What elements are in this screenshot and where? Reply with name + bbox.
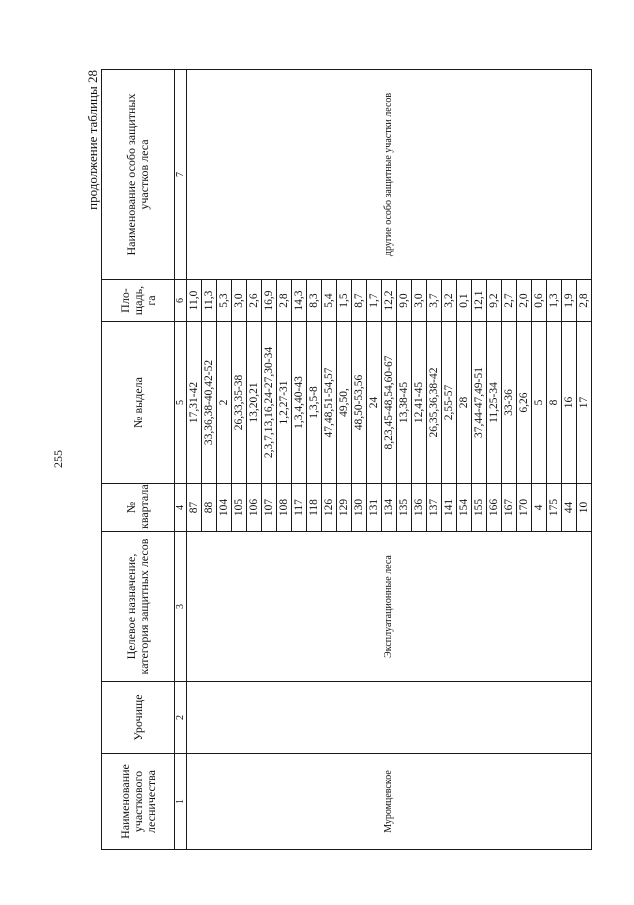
area-cell: 14,3 (292, 280, 307, 322)
vydel-cell: 26,33,35-38 (232, 322, 247, 484)
header-protected-area: Наименование особо защитных участков леса (102, 70, 175, 280)
kvartal-cell: 131 (367, 484, 382, 532)
area-cell: 12,1 (472, 280, 487, 322)
vydel-cell: 12,41-45 (412, 322, 427, 484)
header-row (102, 70, 175, 850)
kvartal-cell: 88 (202, 484, 217, 532)
kvartal-cell: 135 (397, 484, 412, 532)
kvartal-cell: 134 (382, 484, 397, 532)
area-cell: 2,8 (577, 280, 592, 322)
kvartal-cell: 105 (232, 484, 247, 532)
vydel-cell: 49,50, (337, 322, 352, 484)
vydel-cell: 28 (457, 322, 472, 484)
vydel-cell: 6,26 (517, 322, 532, 484)
area-cell: 5,4 (322, 280, 337, 322)
kvartal-cell: 118 (307, 484, 322, 532)
kvartal-cell: 155 (472, 484, 487, 532)
vydel-cell: 2 (217, 322, 232, 484)
vydel-cell: 8,23,45-48,54,60-67 (382, 322, 397, 484)
district-name-cell: Муромцевское (187, 754, 592, 850)
area-cell: 1,7 (367, 280, 382, 322)
vydel-cell: 47,48,51-54,57 (322, 322, 337, 484)
area-cell: 2,6 (247, 280, 262, 322)
vydel-cell: 8 (547, 322, 562, 484)
tract-cell-empty (187, 682, 592, 754)
table-row (187, 70, 202, 850)
vydel-cell: 33-36 (502, 322, 517, 484)
kvartal-cell: 108 (277, 484, 292, 532)
vydel-cell: 33,36,38-40,42-52 (202, 322, 217, 484)
kvartal-cell: 166 (487, 484, 502, 532)
column-number: 6 (175, 280, 187, 322)
kvartal-cell: 130 (352, 484, 367, 532)
vydel-cell: 13,20,21 (247, 322, 262, 484)
header-vydel: № выдела (102, 322, 175, 484)
area-cell: 8,7 (352, 280, 367, 322)
area-cell: 2,0 (517, 280, 532, 322)
vydel-cell: 16 (562, 322, 577, 484)
rotated-table-container (85, 70, 590, 850)
kvartal-cell: 167 (502, 484, 517, 532)
header-kvartal: № квартала (102, 484, 175, 532)
kvartal-cell: 44 (562, 484, 577, 532)
kvartal-cell: 137 (427, 484, 442, 532)
kvartal-cell: 107 (262, 484, 277, 532)
area-cell: 5,3 (217, 280, 232, 322)
protected-area-cell: другие особо защитные участки лесов (187, 70, 592, 280)
kvartal-cell: 141 (442, 484, 457, 532)
vydel-cell: 37,44-47,49-51 (472, 322, 487, 484)
vydel-cell: 24 (367, 322, 382, 484)
vydel-cell: 2,3,7,13,16,24-27,30-34 (262, 322, 277, 484)
area-cell: 1,5 (337, 280, 352, 322)
kvartal-cell: 126 (322, 484, 337, 532)
kvartal-cell: 136 (412, 484, 427, 532)
kvartal-cell: 10 (577, 484, 592, 532)
vydel-cell: 1,3,5-8 (307, 322, 322, 484)
area-cell: 3,0 (232, 280, 247, 322)
area-cell: 11,3 (202, 280, 217, 322)
table-continuation-caption: продолжение таблицы 28 (85, 70, 100, 210)
page-number: 255 (51, 450, 65, 468)
vydel-cell: 2,55-57 (442, 322, 457, 484)
vydel-cell: 26,35,36,38-42 (427, 322, 442, 484)
area-cell: 1,3 (547, 280, 562, 322)
area-cell: 3,7 (427, 280, 442, 322)
column-number: 7 (175, 70, 187, 280)
column-number: 3 (175, 532, 187, 682)
column-number: 2 (175, 682, 187, 754)
kvartal-cell: 87 (187, 484, 202, 532)
vydel-cell: 1,3,4,40-43 (292, 322, 307, 484)
area-cell: 3,0 (412, 280, 427, 322)
vydel-cell: 5 (532, 322, 547, 484)
area-cell: 2,8 (277, 280, 292, 322)
area-cell: 11,0 (187, 280, 202, 322)
vydel-cell: 11,25-34 (487, 322, 502, 484)
column-number: 5 (175, 322, 187, 484)
vydel-cell: 17 (577, 322, 592, 484)
kvartal-cell: 117 (292, 484, 307, 532)
area-cell: 12,2 (382, 280, 397, 322)
area-cell: 9,0 (397, 280, 412, 322)
vydel-cell: 48,50-53,56 (352, 322, 367, 484)
area-cell: 2,7 (502, 280, 517, 322)
forest-protection-table (101, 69, 592, 850)
area-cell: 16,9 (262, 280, 277, 322)
kvartal-cell: 170 (517, 484, 532, 532)
column-number: 1 (175, 754, 187, 850)
header-district: Наименование участкового лесничества (102, 754, 175, 850)
kvartal-cell: 104 (217, 484, 232, 532)
column-number: 4 (175, 484, 187, 532)
area-cell: 8,3 (307, 280, 322, 322)
kvartal-cell: 175 (547, 484, 562, 532)
kvartal-cell: 106 (247, 484, 262, 532)
kvartal-cell: 129 (337, 484, 352, 532)
header-purpose-category: Целевое назначение, категория защитных лесов (102, 532, 175, 682)
vydel-cell: 13,38-45 (397, 322, 412, 484)
vydel-cell: 1,2,27-31 (277, 322, 292, 484)
header-area: Пло-щадь, га (102, 280, 175, 322)
kvartal-cell: 154 (457, 484, 472, 532)
column-number-row (175, 70, 187, 850)
area-cell: 9,2 (487, 280, 502, 322)
area-cell: 0,6 (532, 280, 547, 322)
table-body (187, 70, 592, 850)
purpose-category-cell: Эксплуатационные леса (187, 532, 592, 682)
vydel-cell: 17,31-42 (187, 322, 202, 484)
area-cell: 3,2 (442, 280, 457, 322)
area-cell: 0,1 (457, 280, 472, 322)
kvartal-cell: 4 (532, 484, 547, 532)
area-cell: 1,9 (562, 280, 577, 322)
header-tract: Урочище (102, 682, 175, 754)
